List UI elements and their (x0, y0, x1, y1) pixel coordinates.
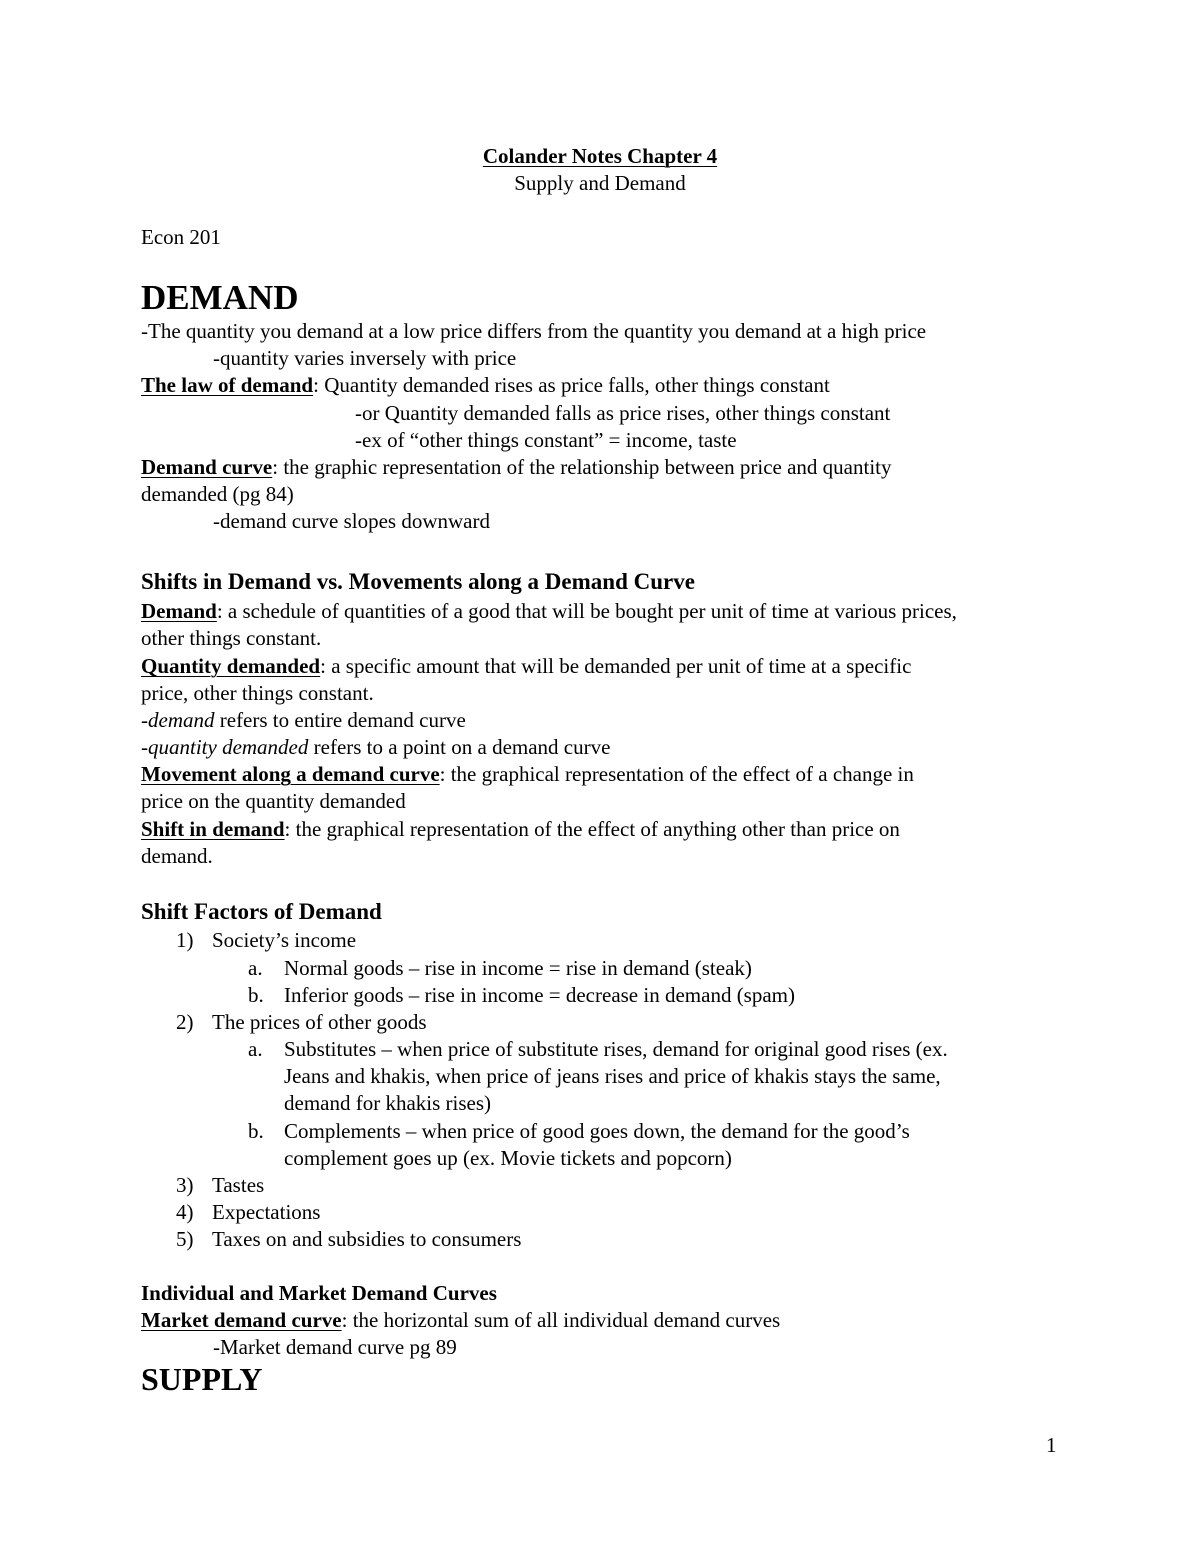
factor-item (176, 1199, 320, 1226)
quantity-demanded-def-cont: price, other things constant. (141, 681, 374, 705)
movement-term: Movement along a demand curve (141, 762, 440, 786)
demand-curve-term: Demand curve (141, 455, 273, 479)
factor-number: 5) (176, 1227, 194, 1251)
subitem-text: Inferior goods – rise in income = decrease in demand (spam) (284, 983, 796, 1007)
shift-def: : the graphical representation of the effect of anything other than price on (284, 817, 900, 841)
factor-text: The prices of other goods (212, 1010, 427, 1034)
factor-number: 1) (176, 928, 194, 952)
factor-item (176, 1172, 264, 1199)
factor-item (176, 1226, 521, 1253)
factor-subitem (248, 1118, 910, 1145)
factor-number: 3) (176, 1173, 194, 1197)
quantity-demanded-line (141, 653, 911, 680)
shift-term: Shift in demand (141, 817, 285, 841)
demand-def-line (141, 598, 957, 625)
factor-text: Tastes (212, 1173, 265, 1197)
demand-curve-def-cont: demanded (pg 84) (141, 482, 294, 506)
market-heading: Individual and Market Demand Curves (141, 1281, 497, 1305)
shift-line (141, 816, 900, 843)
factors-heading: Shift Factors of Demand (141, 899, 382, 924)
factor-subitem (248, 1036, 948, 1063)
shift-def-cont: demand. (141, 844, 213, 868)
note-demand-rest: refers to entire demand curve (214, 708, 466, 732)
factor-item (176, 1009, 427, 1036)
movement-line (141, 761, 914, 788)
market-demand-line (141, 1307, 780, 1334)
factor-text: Expectations (212, 1200, 321, 1224)
page-number: 1 (1046, 1433, 1057, 1457)
subitem-text-cont: complement goes up (ex. Movie tickets and popcorn) (284, 1146, 732, 1170)
subitem-text: Complements – when price of good goes down, the demand for the good’s (284, 1119, 910, 1143)
subitem-letter: a. (248, 956, 263, 980)
supply-heading: SUPPLY (141, 1361, 263, 1397)
subitem-letter: a. (248, 1037, 263, 1061)
demand-curve-slope: -demand curve slopes downward (213, 509, 490, 533)
factor-text: Society’s income (212, 928, 357, 952)
doc-subtitle: Supply and Demand (514, 171, 686, 195)
note-demand-italic: demand (148, 708, 215, 732)
factor-subitem (248, 955, 752, 982)
subitem-letter: b. (248, 1119, 264, 1143)
law-of-demand-alt: -or Quantity demanded falls as price rises, other things constant (355, 401, 891, 425)
note-dash: - (141, 708, 148, 732)
law-of-demand-line (141, 372, 830, 399)
note-dash: - (141, 735, 148, 759)
demand-def: : a schedule of quantities of a good that will be bought per unit of time at various prices, (216, 599, 957, 623)
factor-number: 2) (176, 1010, 194, 1034)
movement-def-cont: price on the quantity demanded (141, 789, 406, 813)
market-demand-def: : the horizontal sum of all individual demand curves (341, 1308, 781, 1332)
demand-def-cont: other things constant. (141, 626, 322, 650)
doc-title: Colander Notes Chapter 4 (482, 144, 718, 168)
demand-intro: -The quantity you demand at a low price differs from the quantity you demand at a high price (141, 319, 927, 343)
note-demand (141, 707, 466, 734)
subitem-letter: b. (248, 983, 264, 1007)
subitem-text: Normal goods – rise in income = rise in demand (steak) (284, 956, 752, 980)
market-demand-term: Market demand curve (141, 1308, 342, 1332)
quantity-demanded-def: : a specific amount that will be demanded per unit of time at a specific (320, 654, 912, 678)
law-of-demand-example: -ex of “other things constant” = income, taste (355, 428, 737, 452)
shifts-heading: Shifts in Demand vs. Movements along a Demand Curve (141, 569, 695, 594)
factor-text: Taxes on and subsidies to consumers (212, 1227, 522, 1251)
note-qd-italic: quantity demanded (148, 735, 309, 759)
demand-curve-line (141, 454, 892, 481)
demand-intro-sub: -quantity varies inversely with price (213, 346, 517, 370)
factor-subitem (248, 982, 795, 1009)
quantity-demanded-term: Quantity demanded (141, 654, 321, 678)
note-qd-rest: refers to a point on a demand curve (308, 735, 611, 759)
note-quantity-demanded (141, 734, 610, 761)
course-label: Econ 201 (141, 225, 221, 249)
factor-item (176, 927, 356, 954)
factor-number: 4) (176, 1200, 194, 1224)
market-demand-sub: -Market demand curve pg 89 (213, 1335, 457, 1359)
demand-curve-def: : the graphic representation of the relationship between price and quantity (272, 455, 892, 479)
law-of-demand-term: The law of demand (141, 373, 314, 397)
subitem-text-cont: Jeans and khakis, when price of jeans rises and price of khakis stays the same, (284, 1064, 941, 1088)
demand-term: Demand (141, 599, 217, 623)
movement-def: : the graphical representation of the effect of a change in (439, 762, 914, 786)
law-of-demand-def: : Quantity demanded rises as price falls, other things constant (313, 373, 830, 397)
demand-heading: DEMAND (141, 278, 299, 317)
subitem-text-cont: demand for khakis rises) (284, 1091, 492, 1115)
subitem-text: Substitutes – when price of substitute rises, demand for original good rises (ex. (284, 1037, 948, 1061)
